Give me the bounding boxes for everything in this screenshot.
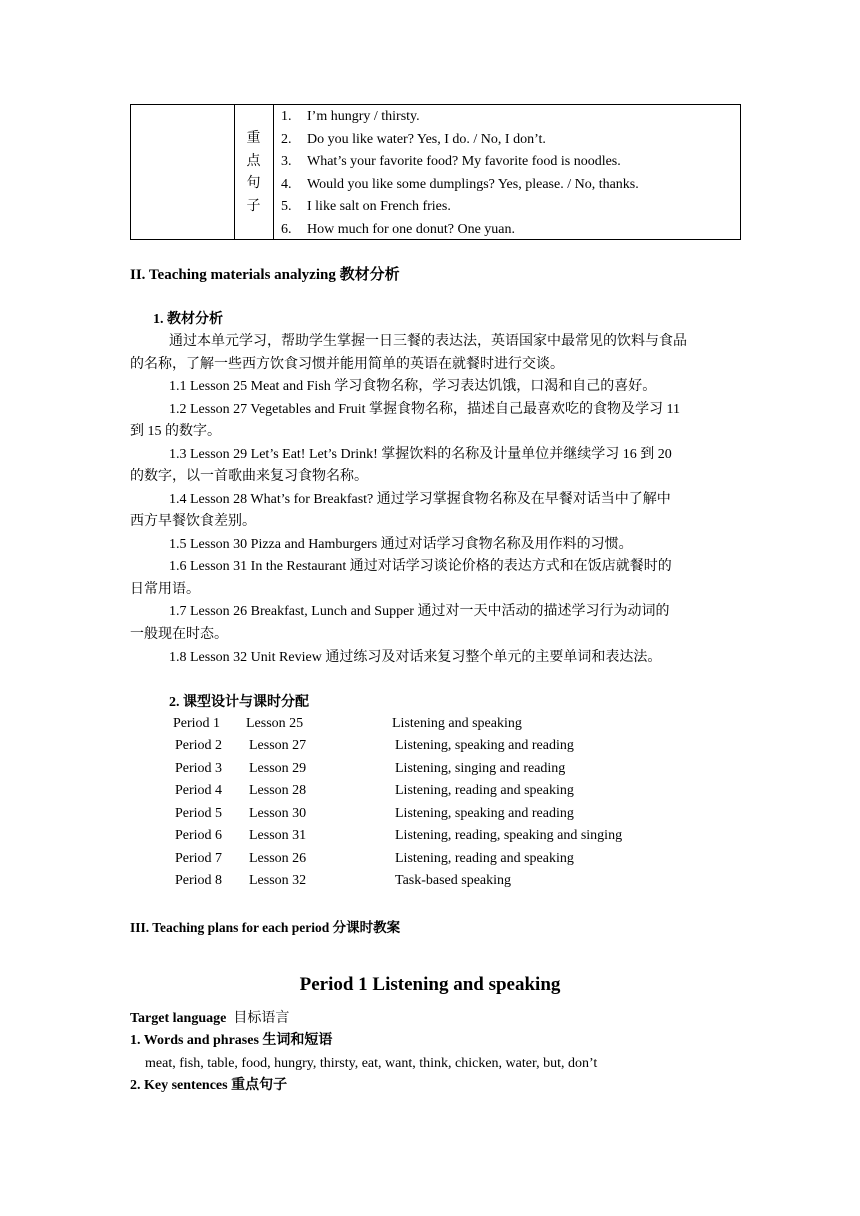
period-lesson: Lesson 25	[246, 716, 304, 731]
period-label: Period 1	[173, 716, 221, 731]
lesson-item-cont: 到 15 的数字。	[130, 424, 221, 439]
table-row	[276, 106, 420, 129]
table-row	[276, 196, 451, 219]
lesson-item-cont: 一般现在时态。	[130, 627, 228, 642]
period-type: Listening, speaking and reading	[395, 806, 574, 821]
period-label: Period 8	[175, 873, 223, 888]
target-language-line	[130, 1009, 289, 1029]
period-lesson: Lesson 32	[249, 873, 307, 888]
row-number: 1.	[281, 109, 292, 124]
table-divider	[273, 105, 274, 239]
period-label: Period 5	[175, 806, 223, 821]
row-text: I like salt on French fries.	[307, 199, 451, 214]
table-row	[276, 129, 546, 152]
row-number: 5.	[281, 199, 292, 214]
table-row	[276, 174, 639, 197]
period-type: Listening, reading and speaking	[395, 851, 574, 866]
key-sentences-table	[130, 104, 741, 240]
period-lesson: Lesson 27	[249, 738, 307, 753]
period-lesson: Lesson 31	[249, 828, 307, 843]
key-sentences-heading: 2. Key sentences 重点句子	[130, 1078, 288, 1093]
lesson-item-cont: 的数字，以一首歌曲来复习食物名称。	[130, 469, 368, 484]
period-label: Period 2	[175, 738, 223, 753]
lesson-item: 1.5 Lesson 30 Pizza and Hamburgers 通过对话学习食物名称及用作料的习惯。	[169, 537, 633, 552]
lesson-item: 1.3 Lesson 29 Let’s Eat! Let’s Drink! 掌握饮料的名称及计量单位并继续学习 16 到 20	[169, 447, 672, 462]
target-language-cn: 目标语言	[233, 1011, 290, 1026]
period-lesson: Lesson 26	[249, 851, 307, 866]
period-type: Listening, reading, speaking and singing	[395, 828, 623, 843]
label-char: 点	[246, 153, 261, 169]
lesson-item: 1.1 Lesson 25 Meat and Fish 学习食物名称，学习表达饥饿，口渴和自己的喜好。	[169, 379, 657, 394]
period-label: Period 4	[175, 783, 223, 798]
row-number: 3.	[281, 154, 292, 169]
words-heading: 1. Words and phrases 生词和短语	[130, 1033, 333, 1048]
section-heading: III. Teaching plans for each period 分课时教案	[130, 920, 401, 935]
period-lesson: Lesson 28	[249, 783, 307, 798]
period-label: Period 7	[175, 851, 223, 866]
label-char: 重	[246, 131, 261, 146]
subsection-heading: 1. 教材分析	[153, 312, 223, 327]
row-number: 2.	[281, 131, 292, 147]
label-char: 句	[246, 176, 261, 191]
intro-paragraph: 的名称，了解一些西方饮食习惯并能用简单的英语在就餐时进行交谈。	[130, 357, 564, 372]
lesson-item: 1.4 Lesson 28 What’s for Breakfast? 通过学习掌握食物名称及在早餐对话当中了解中	[169, 492, 671, 507]
row-text: Do you like water? Yes, I do. / No, I don’t.	[307, 131, 546, 147]
period-type: Listening, singing and reading	[395, 761, 566, 776]
table-row	[276, 219, 515, 242]
row-text: How much for one donut? One yuan.	[307, 221, 516, 237]
subsection-heading: 2. 课型设计与课时分配	[169, 695, 309, 710]
period-type: Listening and speaking	[392, 716, 522, 731]
intro-paragraph: 通过本单元学习，帮助学生掌握一日三餐的表达法，英语国家中最常见的饮料与食品	[169, 334, 687, 349]
row-text: Would you like some dumplings? Yes, please. / No, thanks.	[307, 176, 639, 192]
row-text: What’s your favorite food? My favorite food is noodles.	[307, 154, 621, 169]
period-label: Period 6	[175, 828, 223, 843]
row-number: 4.	[281, 176, 292, 192]
row-text: I’m hungry / thirsty.	[307, 109, 420, 124]
lesson-item: 1.6 Lesson 31 In the Restaurant 通过对话学习谈论价格的表达方式和在饭店就餐时的	[169, 559, 672, 574]
period-title: Period 1 Listening and speaking	[299, 974, 561, 995]
period-type: Listening, reading and speaking	[395, 783, 574, 798]
period-type: Task-based speaking	[395, 873, 512, 888]
period-label: Period 3	[175, 761, 223, 776]
words-list: meat, fish, table, food, hungry, thirsty, eat, want, think, chicken, water, but, don’t	[145, 1056, 598, 1071]
lesson-item: 1.8 Lesson 32 Unit Review 通过练习及对话来复习整个单元的主要单词和表达法。	[169, 650, 662, 665]
section-heading: II. Teaching materials analyzing 教材分析	[130, 267, 400, 283]
period-lesson: Lesson 30	[249, 806, 307, 821]
target-language-label: Target language	[130, 1011, 227, 1026]
table-row	[276, 151, 621, 174]
period-type: Listening, speaking and reading	[395, 738, 574, 753]
lesson-item: 1.7 Lesson 26 Breakfast, Lunch and Supper 通过对一天中活动的描述学习行为动词的	[169, 604, 670, 619]
row-number: 6.	[281, 221, 292, 237]
label-char: 子	[246, 198, 261, 214]
lesson-item-cont: 西方早餐饮食差别。	[130, 514, 256, 529]
lesson-item: 1.2 Lesson 27 Vegetables and Fruit 掌握食物名称，描述自己最喜欢吃的食物及学习 11	[169, 402, 680, 417]
period-lesson: Lesson 29	[249, 761, 307, 776]
lesson-item-cont: 日常用语。	[130, 582, 200, 597]
